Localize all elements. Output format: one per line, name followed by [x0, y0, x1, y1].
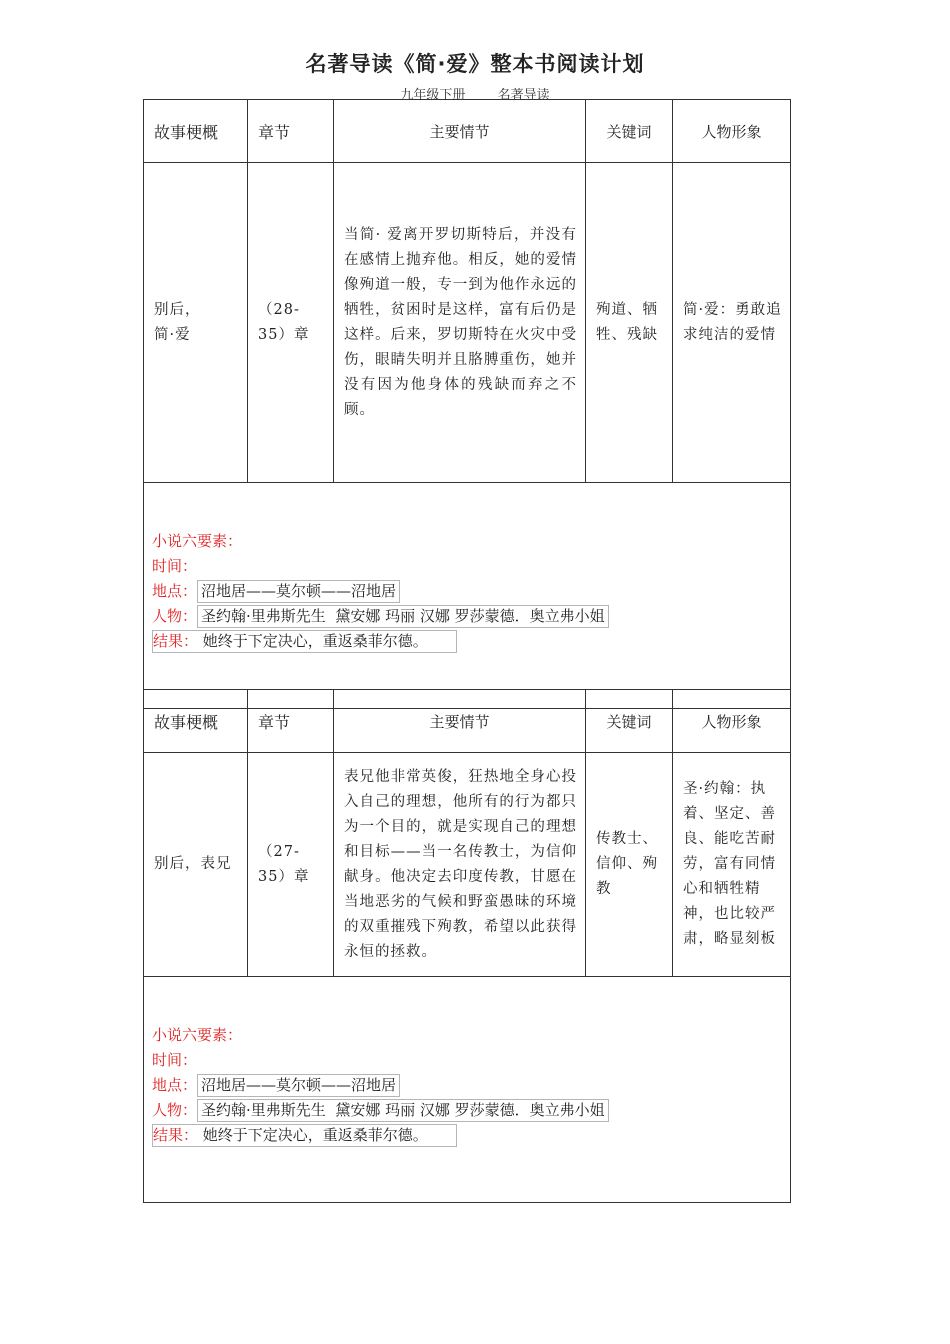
result-label: 结果：: [153, 632, 199, 650]
result-value: 她终于下定决心，重返桑菲尔德。: [198, 632, 428, 650]
elements-heading: 小说六要素：: [152, 1026, 243, 1044]
header-plot: 主要情节: [334, 100, 586, 163]
story-cell: 别后， 简·爱: [154, 301, 201, 343]
place-value: 沼地居——莫尔顿——沼地居: [197, 1074, 400, 1097]
table-row: [144, 163, 791, 483]
table-header-row: [144, 100, 791, 163]
people-label: 人物：: [152, 607, 198, 625]
result-label: 结果：: [153, 1126, 199, 1144]
place-label: 地点：: [152, 582, 198, 600]
reading-table-1: [143, 99, 791, 709]
header-character: 人物形象: [673, 100, 791, 163]
keywords-cell: 殉道、牺牲、残缺: [596, 301, 658, 343]
time-label: 时间：: [152, 1051, 198, 1069]
novel-elements: [144, 977, 790, 1148]
people-label: 人物：: [152, 1101, 198, 1119]
result-value: 她终于下定决心，重返桑菲尔德。: [198, 1126, 428, 1144]
plot-cell: 表兄他非常英俊，狂热地全身心投入自己的理想，他所有的行为都只为一个目的，就是实现自己的理想和目标——当一名传教士，为信仰献身。他决定去印度传教，甘愿在当地恶劣的气候和野蛮愚昧的环境的双重摧残下殉教，希望以此获得永恒的拯救。: [344, 768, 577, 960]
header-keywords: 关键词: [586, 100, 673, 163]
table-header-row: [144, 690, 791, 753]
header-story: 故事梗概: [144, 100, 248, 163]
grade-label: 九年级下册: [400, 88, 466, 103]
header-chapter: 章节: [248, 100, 334, 163]
people-value: 圣约翰·里弗斯先生 黛安娜 玛丽 汉娜 罗莎蒙德．奥立弗小姐: [197, 1099, 609, 1122]
header-story: 故事梗概: [144, 690, 248, 753]
table-row: [144, 753, 791, 977]
story-cell: 别后，表兄: [154, 856, 232, 872]
elements-row: [144, 977, 791, 1203]
time-label: 时间：: [152, 557, 198, 575]
place-label: 地点：: [152, 1076, 198, 1094]
header-chapter: 章节: [248, 690, 334, 753]
chapter-cell: （27- 35）章: [258, 843, 310, 885]
category-label: 名著导读: [497, 88, 550, 103]
elements-row: [144, 483, 791, 709]
place-value: 沼地居——莫尔顿——沼地居: [197, 580, 400, 603]
character-cell: 简·爱：勇敢追求纯洁的爱情: [683, 301, 782, 343]
header-keywords: 关键词: [586, 690, 673, 753]
header-character: 人物形象: [673, 690, 791, 753]
page-title: 名著导读《简·爱》整本书阅读计划: [305, 52, 645, 76]
novel-elements: [144, 483, 790, 654]
plot-cell: 当简· 爱离开罗切斯特后，并没有在感情上抛弃他。相反，她的爱情像殉道一般，专一到为他作永远的牺牲，贫困时是这样，富有后仍是这样。后来，罗切斯特在火灾中受伤，眼睛失明并且胳膊重伤，她并没有因为他身体的残缺而弃之不顾。: [344, 226, 577, 418]
header-plot: 主要情节: [334, 690, 586, 753]
chapter-cell: （28- 35）章: [258, 301, 310, 343]
reading-table-2: [143, 689, 791, 1203]
keywords-cell: 传教士、信仰、殉教: [596, 831, 658, 897]
elements-heading: 小说六要素：: [152, 532, 243, 550]
character-cell: 圣·约翰：执着、坚定、善良、能吃苦耐劳，富有同情心和牺牲精神，也比较严肃，略显刻板: [683, 781, 776, 947]
people-value: 圣约翰·里弗斯先生 黛安娜 玛丽 汉娜 罗莎蒙德．奥立弗小姐: [197, 605, 609, 628]
